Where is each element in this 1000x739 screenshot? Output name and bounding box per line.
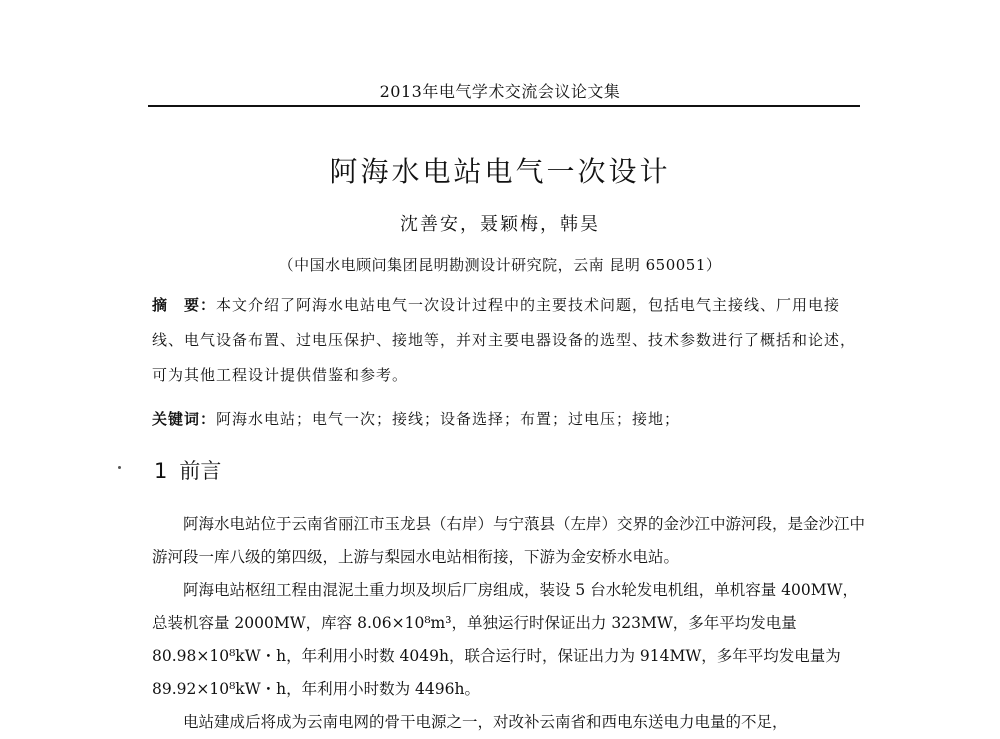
body-paragraph: 阿海水电站位于云南省丽江市玉龙县（右岸）与宁蒗县（左岸）交界的金沙江中游河段，是金沙江中游河段一库八级的第四级，上游与梨园水电站相衔接，下游为金安桥水电站。 xyxy=(152,515,866,566)
abstract xyxy=(152,288,866,393)
keywords xyxy=(152,405,866,433)
keywords-label: 关键词： xyxy=(152,410,217,428)
body-text xyxy=(152,508,866,739)
abstract-label: 摘 要： xyxy=(152,296,217,314)
abstract-text: 本文介绍了阿海水电站电气一次设计过程中的主要技术问题，包括电气主接线、厂用电接线、电气设备布置、过电压保护、接地等，并对主要电器设备的选型、技术参数进行了概括和论述，可为其他工程设计提供借鉴和参考。 xyxy=(152,296,857,384)
section-title: 前言 xyxy=(179,459,222,483)
running-header: 2013年电气学术交流会议论文集 xyxy=(379,82,621,101)
paper-affiliation: （中国水电顾问集团昆明勘测设计研究院，云南 昆明 650051） xyxy=(278,256,722,274)
header-rule xyxy=(148,105,860,107)
paper-authors: 沈善安，聂颖梅，韩昊 xyxy=(400,214,600,235)
section-heading xyxy=(154,455,221,485)
section-number: 1 xyxy=(154,459,168,483)
keywords-text: 阿海水电站；电气一次；接线；设备选择；布置；过电压；接地； xyxy=(216,410,681,428)
scan-speck xyxy=(118,466,121,469)
body-paragraph: 阿海电站枢纽工程由混泥土重力坝及坝后厂房组成，装设 5 台水轮发电机组，单机容量 400MW，总装机容量 2000MW，库容 8.06×10⁸m³，单独运行时保证出力 323MW，多年平均发电量 80.98×10⁸kW・h，年利用小时数 4049h，联合运行时，保证出力为 914MW，多年平均发电量为 89.92×10⁸kW・h，年利用小时数为 4496h。 xyxy=(152,581,859,698)
paper-title: 阿海水电站电气一次设计 xyxy=(329,155,671,188)
body-paragraph: 电站建成后将成为云南电网的骨干电源之一，对改补云南省和西电东送电力电量的不足， xyxy=(183,713,788,731)
